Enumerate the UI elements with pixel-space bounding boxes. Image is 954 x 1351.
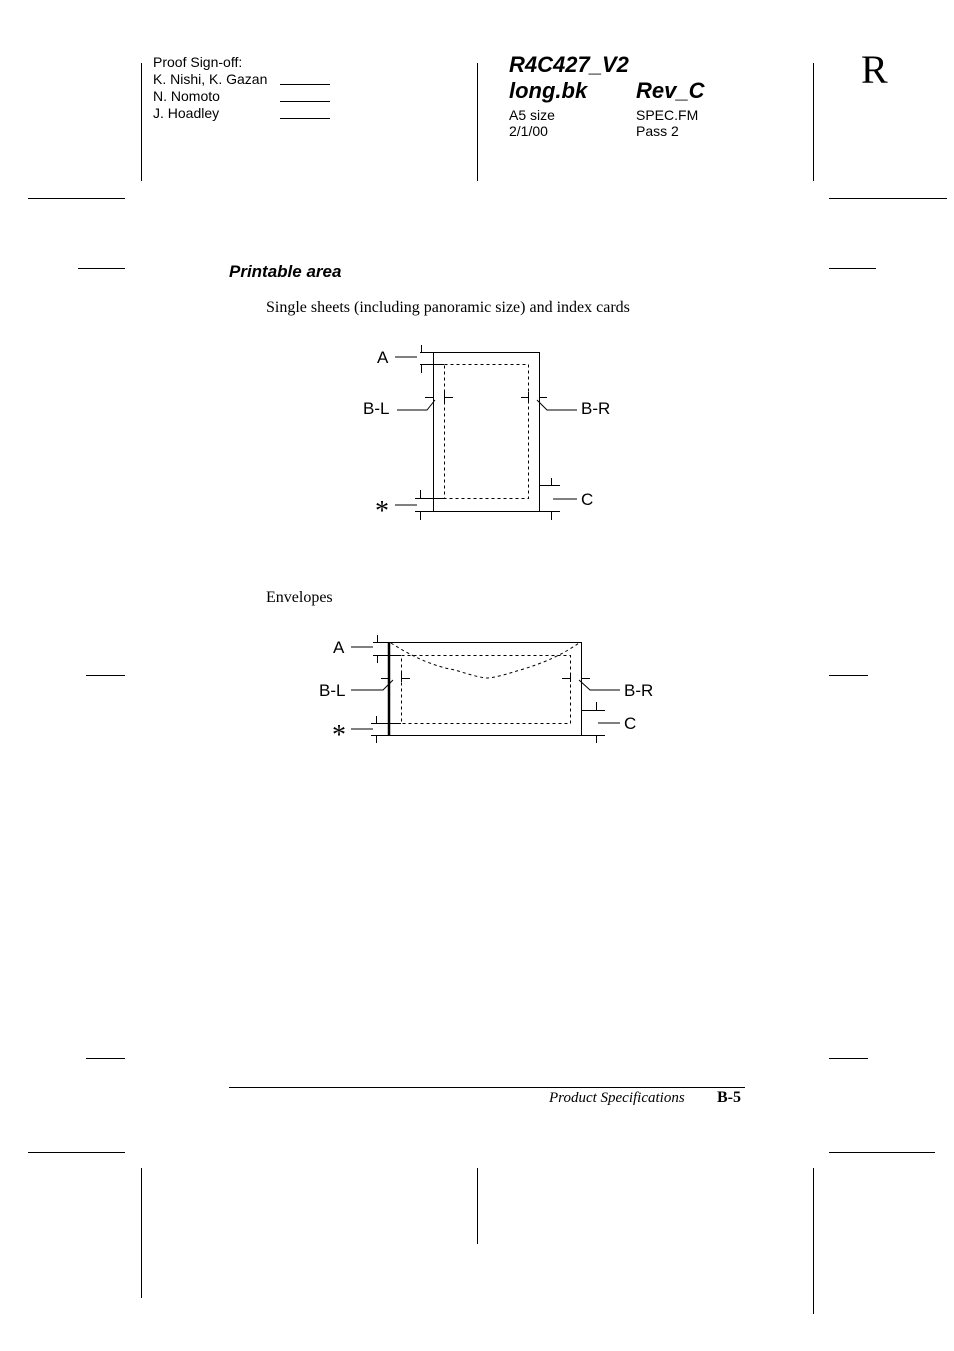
paper-outline <box>434 353 540 512</box>
signature-blank <box>280 106 330 119</box>
page-size: A5 size <box>509 107 555 123</box>
envelope-outline <box>390 643 582 736</box>
signer-row <box>153 71 343 88</box>
margin-mark <box>86 1058 125 1059</box>
single-sheets-caption: Single sheets (including panoramic size) and index cards <box>266 299 630 316</box>
signer-row <box>153 105 343 122</box>
crop-line <box>141 63 142 181</box>
signer-name: K. Nishi, K. Gazan <box>153 71 268 87</box>
crop-line <box>28 1152 125 1153</box>
crop-line <box>813 63 814 181</box>
proof-label: Proof Sign-off: <box>153 54 243 70</box>
envelopes-caption: Envelopes <box>266 589 333 606</box>
label-a: A <box>377 348 389 367</box>
envelope-diagram <box>315 630 675 750</box>
book-name: long.bk <box>509 78 588 103</box>
corner-letter: R <box>861 47 888 92</box>
signer-row <box>153 88 343 105</box>
doc-date: 2/1/00 <box>509 123 548 139</box>
signature-blank <box>280 72 330 85</box>
footer-rule <box>229 1087 745 1088</box>
label-b-l: B-L <box>363 399 390 418</box>
margin-mark <box>829 675 868 676</box>
margin-mark <box>78 268 125 269</box>
label-bottom-margin: * <box>332 720 346 750</box>
margin-mark <box>86 675 125 676</box>
margin-mark <box>829 268 876 269</box>
label-b-r: B-R <box>624 681 654 700</box>
section-title: Printable area <box>229 262 342 281</box>
footer-chapter: Product Specifications <box>549 1090 685 1106</box>
label-c: C <box>581 490 594 509</box>
doc-id: R4C427_V2 <box>509 52 629 77</box>
crop-line <box>813 1168 814 1314</box>
crop-line <box>829 1152 935 1153</box>
crop-line <box>477 63 478 181</box>
file-name: SPEC.FM <box>636 107 699 123</box>
label-b-l: B-L <box>319 681 346 700</box>
crop-line <box>829 198 947 199</box>
label-a: A <box>333 638 345 657</box>
label-c: C <box>624 714 637 733</box>
proof-signoff <box>153 54 343 122</box>
crop-line <box>477 1168 478 1244</box>
crop-line <box>28 198 125 199</box>
pass-number: Pass 2 <box>636 123 679 139</box>
label-bottom-margin: * <box>375 496 389 527</box>
envelope-flap <box>391 643 579 678</box>
revision: Rev_C <box>636 78 705 103</box>
margin-mark <box>829 1058 868 1059</box>
crop-line <box>141 1168 142 1298</box>
printable-area-outline <box>402 656 571 724</box>
signer-name: N. Nomoto <box>153 88 220 104</box>
label-b-r: B-R <box>581 399 611 418</box>
signer-name: J. Hoadley <box>153 105 220 121</box>
footer-page-number: B-5 <box>717 1089 741 1106</box>
single-sheet-diagram <box>355 340 625 530</box>
signature-blank <box>280 89 330 102</box>
printable-area-outline <box>445 365 529 499</box>
